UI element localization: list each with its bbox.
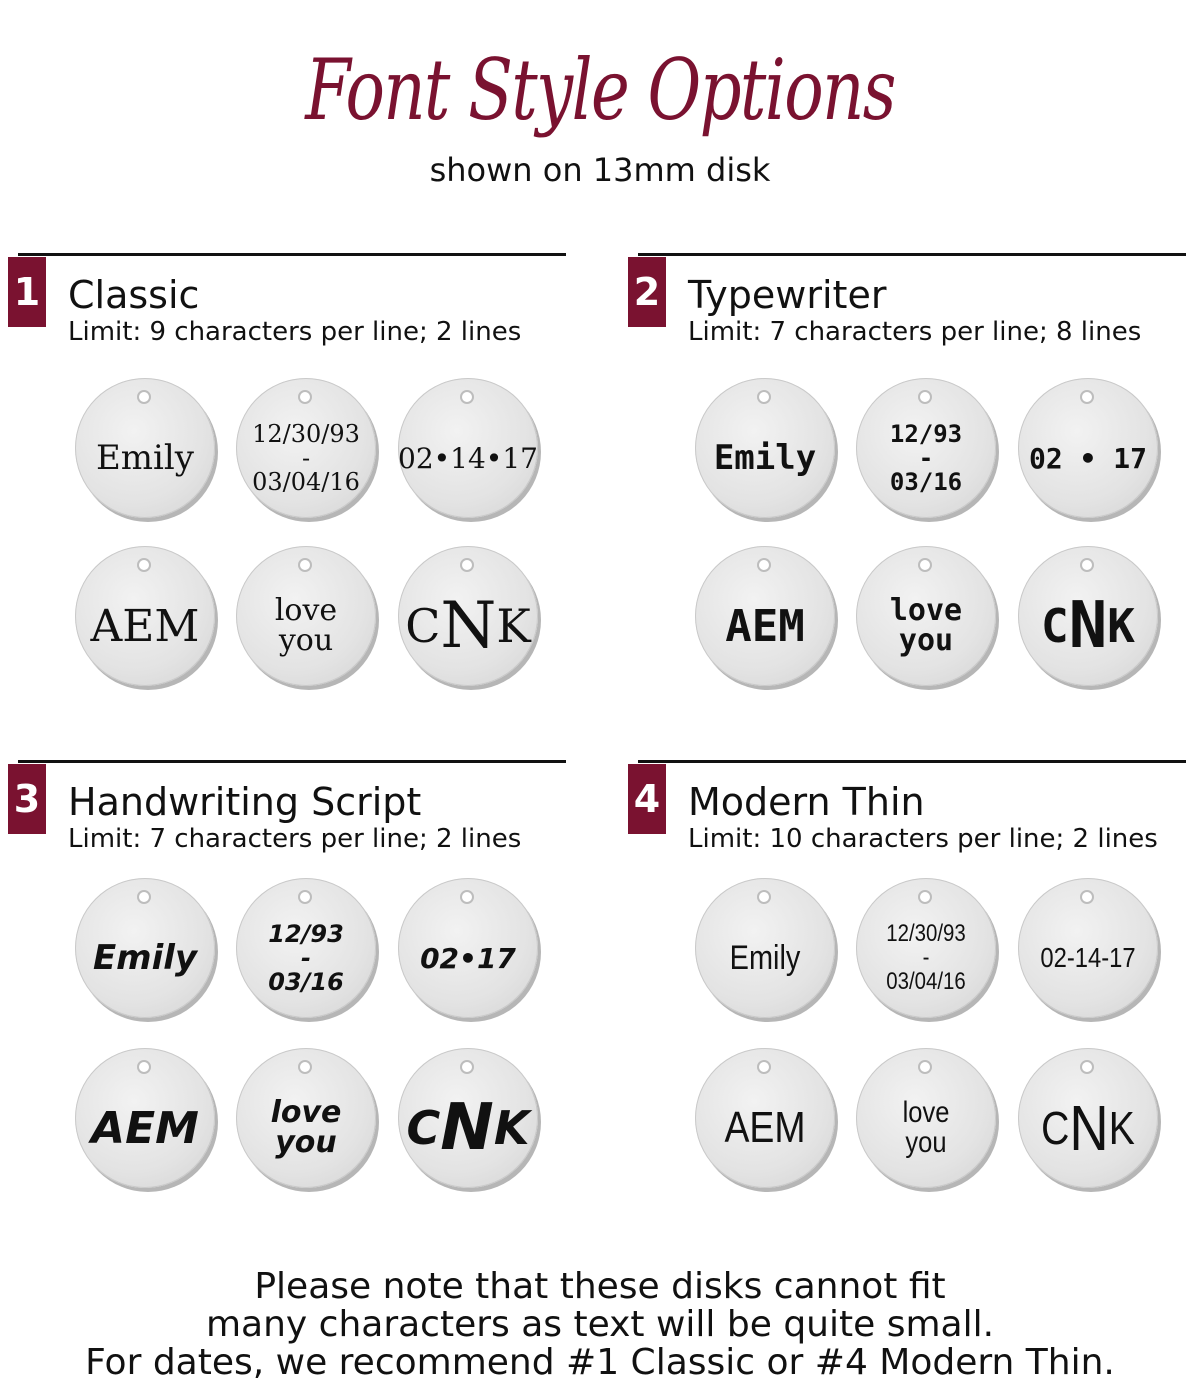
disk-hole bbox=[1080, 558, 1094, 572]
footer-line: For dates, we recommend #1 Classic or #4 Modern Thin. bbox=[85, 1342, 1115, 1383]
disk-love-you bbox=[856, 1048, 996, 1188]
disk-date bbox=[398, 878, 538, 1018]
section-divider bbox=[638, 253, 1186, 256]
disk-text: C N K bbox=[1041, 589, 1135, 663]
disk-hole bbox=[757, 558, 771, 572]
disk-text: 02•17 bbox=[420, 941, 516, 975]
disk-hole bbox=[137, 558, 151, 572]
disk-hole bbox=[460, 1060, 474, 1074]
disk-text: AEM bbox=[91, 1102, 199, 1154]
section-divider bbox=[18, 253, 566, 256]
disk-text: 02-14-17 bbox=[1040, 942, 1136, 973]
section-handwriting-script bbox=[8, 760, 566, 1220]
disk-text: Emily bbox=[92, 938, 198, 978]
section-number: 2 bbox=[628, 257, 666, 327]
disk-hole bbox=[918, 1060, 932, 1074]
disk-hole bbox=[757, 890, 771, 904]
disk-hole bbox=[298, 390, 312, 404]
disk-hole bbox=[918, 558, 932, 572]
section-name: Modern Thin bbox=[688, 780, 925, 824]
disk-cnk bbox=[398, 1048, 538, 1188]
disk-hole bbox=[918, 390, 932, 404]
disk-text: love you bbox=[270, 1095, 342, 1160]
disk-hole bbox=[298, 558, 312, 572]
disk-name bbox=[75, 878, 215, 1018]
disk-text: Emily bbox=[95, 438, 194, 478]
disk-name bbox=[75, 378, 215, 518]
disk-text: Emily bbox=[729, 938, 801, 977]
disk-hole bbox=[460, 390, 474, 404]
disk-cnk bbox=[1018, 546, 1158, 686]
disk-text: 12/30/93 - 03/04/16 bbox=[886, 920, 966, 995]
disk-text: love you bbox=[274, 593, 338, 658]
disk-hole bbox=[1080, 890, 1094, 904]
disk-text: AEM bbox=[724, 1103, 806, 1152]
disk-text: AEM bbox=[725, 600, 805, 652]
section-classic bbox=[8, 253, 566, 713]
section-limit: Limit: 10 characters per line; 2 lines bbox=[688, 824, 1158, 854]
disk-text: C N K bbox=[405, 589, 531, 663]
disk-hole bbox=[137, 1060, 151, 1074]
disk-hole bbox=[757, 1060, 771, 1074]
section-number: 4 bbox=[628, 764, 666, 834]
section-number: 1 bbox=[8, 257, 46, 327]
disk-text: C N K bbox=[406, 1091, 530, 1165]
page-title: Font Style Options bbox=[305, 41, 895, 139]
disk-date bbox=[398, 378, 538, 518]
disk-monogram bbox=[75, 1048, 215, 1188]
disk-cnk bbox=[398, 546, 538, 686]
disk-text: love you bbox=[902, 1096, 950, 1159]
disk-love-you bbox=[236, 546, 376, 686]
disk-text: 12/93 - 03/16 bbox=[268, 920, 344, 996]
section-modern-thin bbox=[628, 760, 1186, 1220]
section-limit: Limit: 7 characters per line; 2 lines bbox=[68, 824, 522, 854]
disk-cnk bbox=[1018, 1048, 1158, 1188]
disk-text: 12/93 - 03/16 bbox=[889, 420, 963, 496]
section-limit: Limit: 7 characters per line; 8 lines bbox=[688, 317, 1142, 347]
disk-hole bbox=[460, 890, 474, 904]
disk-hole bbox=[298, 1060, 312, 1074]
disk-hole bbox=[137, 390, 151, 404]
disk-date bbox=[1018, 378, 1158, 518]
section-divider bbox=[638, 760, 1186, 763]
section-limit: Limit: 9 characters per line; 2 lines bbox=[68, 317, 522, 347]
disk-name bbox=[695, 378, 835, 518]
footer-line: many characters as text will be quite small. bbox=[205, 1304, 995, 1345]
disk-date-range bbox=[236, 878, 376, 1018]
disk-text: AEM bbox=[90, 600, 200, 652]
disk-date bbox=[1018, 878, 1158, 1018]
disk-hole bbox=[1080, 390, 1094, 404]
disk-hole bbox=[460, 558, 474, 572]
section-name: Handwriting Script bbox=[68, 780, 422, 824]
disk-date-range bbox=[856, 378, 996, 518]
disk-love-you bbox=[236, 1048, 376, 1188]
section-number: 3 bbox=[8, 764, 46, 834]
footer-note bbox=[0, 1268, 1200, 1382]
section-name: Typewriter bbox=[688, 273, 887, 317]
disk-text: 02•14•17 bbox=[398, 441, 538, 475]
disk-monogram bbox=[695, 1048, 835, 1188]
section-name: Classic bbox=[68, 273, 200, 317]
disk-hole bbox=[757, 390, 771, 404]
section-divider bbox=[18, 760, 566, 763]
disk-date-range bbox=[856, 878, 996, 1018]
disk-hole bbox=[1080, 1060, 1094, 1074]
disk-hole bbox=[298, 890, 312, 904]
disk-monogram bbox=[695, 546, 835, 686]
disk-monogram bbox=[75, 546, 215, 686]
disk-text: love you bbox=[889, 593, 963, 658]
disk-text: 02 • 17 bbox=[1028, 441, 1147, 475]
disk-hole bbox=[918, 890, 932, 904]
page-subtitle: shown on 13mm disk bbox=[429, 151, 771, 189]
disk-text: C N K bbox=[1041, 1092, 1135, 1164]
section-typewriter bbox=[628, 253, 1186, 713]
disk-date-range bbox=[236, 378, 376, 518]
disk-text: 12/30/93 - 03/04/16 bbox=[252, 420, 360, 496]
disk-hole bbox=[137, 890, 151, 904]
disk-name bbox=[695, 878, 835, 1018]
disk-love-you bbox=[856, 546, 996, 686]
footer-line: Please note that these disks cannot fit bbox=[254, 1266, 946, 1307]
disk-text: Emily bbox=[713, 438, 817, 478]
